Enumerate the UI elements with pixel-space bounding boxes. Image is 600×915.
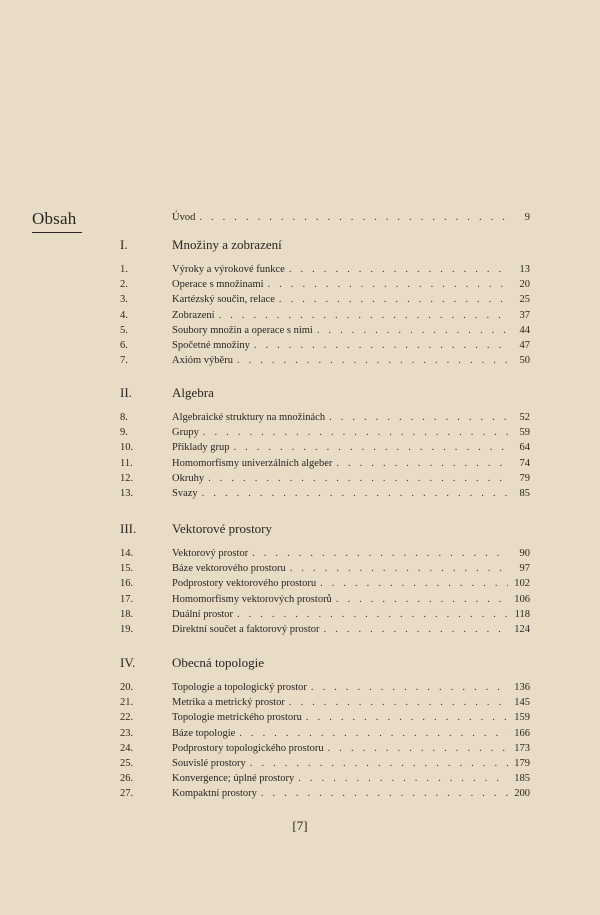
- entry-title: Soubory množin a operace s nimi: [172, 324, 313, 336]
- dot-leader: [317, 324, 508, 338]
- entry-page: 173: [514, 742, 530, 754]
- entry-number: 9.: [120, 427, 128, 439]
- entry-page: 13: [519, 264, 530, 275]
- toc-entry: [120, 681, 530, 695]
- entry-title: Zobrazení: [172, 309, 215, 321]
- toc-entry: [120, 457, 530, 471]
- entry-title: Báze topologie: [172, 727, 236, 739]
- dot-leader: [279, 293, 508, 307]
- entry-number: 21.: [120, 697, 134, 709]
- toc-entry: [120, 562, 530, 576]
- entry-page: 52: [519, 412, 530, 423]
- toc-entry: [120, 757, 530, 771]
- toc-entry-intro: [120, 211, 530, 225]
- entry-title: Direktní součet a faktorový prostor: [172, 624, 320, 635]
- dot-leader: [202, 487, 508, 501]
- part-number: IV.: [120, 655, 136, 670]
- dot-leader: [329, 411, 508, 425]
- entry-number: 19.: [120, 624, 134, 635]
- entry-page: 179: [514, 758, 530, 769]
- entry-number: 14.: [120, 548, 134, 559]
- dot-leader: [289, 696, 508, 710]
- dot-leader: [208, 472, 508, 486]
- entry-title: Homomorfismy univerzálních algeber: [172, 457, 333, 469]
- toc-entry: [120, 309, 530, 323]
- contents-heading: Obsah: [32, 209, 77, 228]
- part-heading: [120, 520, 530, 538]
- dot-leader: [203, 426, 508, 440]
- dot-leader: [254, 339, 508, 353]
- toc-entry: [120, 472, 530, 486]
- entry-number: 17.: [120, 593, 134, 605]
- entry-title: Příklady grup: [172, 442, 230, 454]
- part-title: Vektorové prostory: [172, 521, 273, 536]
- part-title: Algebra: [172, 385, 214, 400]
- entry-page: 74: [519, 457, 530, 469]
- part-heading: [120, 384, 530, 402]
- toc-entry: [120, 742, 530, 756]
- entry-page: 44: [519, 324, 530, 336]
- entry-page: 159: [514, 712, 530, 724]
- entry-title: Okruhy: [172, 472, 205, 484]
- entry-page: 85: [519, 488, 530, 499]
- entry-number: 25.: [120, 758, 134, 769]
- part-title: Množiny a zobrazení: [172, 237, 282, 252]
- dot-leader: [219, 309, 508, 323]
- entry-title: Podprostory vektorového prostoru: [172, 578, 317, 590]
- toc-entry: [120, 547, 530, 561]
- toc-entry: [120, 278, 530, 292]
- dot-leader: [237, 354, 508, 368]
- dot-leader: [289, 263, 508, 277]
- toc-entry: [120, 263, 530, 277]
- entry-page: 200: [514, 788, 530, 800]
- toc-entry: [120, 324, 530, 338]
- dot-leader: [298, 772, 508, 786]
- part-number: II.: [120, 385, 132, 400]
- toc-entry: [120, 487, 530, 501]
- toc-entry: [120, 608, 530, 622]
- entry-page: 25: [519, 294, 530, 306]
- dot-leader: [233, 441, 508, 455]
- entry-page: 106: [514, 593, 530, 605]
- entry-number: 16.: [120, 578, 134, 590]
- dot-leader: [328, 742, 508, 756]
- toc-entry: [120, 696, 530, 710]
- entry-number: 11.: [120, 457, 133, 469]
- entry-page: 59: [519, 427, 530, 439]
- toc-entry: [120, 354, 530, 368]
- entry-title: Úvod: [172, 212, 196, 223]
- entry-title: Kartézský součin, relace: [172, 294, 275, 306]
- toc-entry: [120, 593, 530, 607]
- dot-leader: [320, 577, 508, 591]
- toc-entry: [120, 293, 530, 307]
- entry-title: Podprostory topologického prostoru: [172, 742, 324, 754]
- entry-number: 7.: [120, 355, 128, 367]
- entry-number: 8.: [120, 412, 128, 423]
- entry-page: 20: [519, 279, 530, 291]
- dot-leader: [268, 278, 508, 292]
- entry-number: 4.: [120, 309, 128, 321]
- dot-leader: [324, 623, 508, 637]
- part-number: III.: [120, 521, 137, 536]
- part-heading: [120, 654, 530, 672]
- dot-leader: [336, 593, 508, 607]
- entry-number: 2.: [120, 279, 128, 291]
- dot-leader: [250, 757, 508, 771]
- entry-title: Konvergence; úplné prostory: [172, 773, 295, 785]
- toc-entry: [120, 339, 530, 353]
- entry-title: Duální prostor: [172, 608, 233, 620]
- entry-number: 12.: [120, 472, 134, 484]
- entry-number: 24.: [120, 742, 134, 754]
- part-number: I.: [120, 237, 128, 252]
- dot-leader: [306, 711, 508, 725]
- dot-leader: [261, 787, 508, 801]
- toc-entry: [120, 772, 530, 786]
- entry-number: 23.: [120, 727, 134, 739]
- dot-leader: [336, 457, 508, 471]
- dot-leader: [290, 562, 508, 576]
- entry-title: Souvislé prostory: [172, 758, 246, 769]
- entry-page: 90: [519, 548, 530, 559]
- dot-leader: [311, 681, 508, 695]
- entry-number: 18.: [120, 608, 134, 620]
- entry-number: 27.: [120, 788, 134, 800]
- entry-page: 9: [524, 212, 530, 223]
- dot-leader: [239, 727, 508, 741]
- entry-title: Topologie metrického prostoru: [172, 712, 302, 724]
- entry-number: 26.: [120, 773, 134, 785]
- entry-page: 79: [519, 472, 530, 484]
- entry-number: 10.: [120, 442, 134, 454]
- entry-title: Homomorfismy vektorových prostorů: [172, 593, 332, 605]
- entry-number: 20.: [120, 682, 134, 693]
- dot-leader: [252, 547, 508, 561]
- toc-entry: [120, 577, 530, 591]
- entry-page: 102: [514, 578, 530, 590]
- part-heading: [120, 236, 530, 254]
- toc-entry: [120, 711, 530, 725]
- entry-number: 22.: [120, 712, 134, 724]
- entry-title: Operace s množinami: [172, 279, 264, 291]
- entry-title: Grupy: [172, 427, 199, 439]
- entry-page: 64: [519, 442, 530, 454]
- entry-title: Spočetné množiny: [172, 340, 250, 351]
- entry-page: 145: [514, 697, 530, 709]
- toc-entry: [120, 441, 530, 455]
- entry-number: 15.: [120, 563, 134, 575]
- entry-number: 6.: [120, 340, 128, 351]
- entry-title: Výroky a výrokové funkce: [172, 264, 285, 275]
- dot-leader: [237, 608, 508, 622]
- dot-leader: [199, 211, 508, 225]
- entry-page: 47: [519, 340, 530, 351]
- page-folio: [7]: [292, 818, 308, 833]
- entry-title: Topologie a topologický prostor: [172, 682, 307, 693]
- toc-entry: [120, 623, 530, 637]
- entry-title: Axióm výběru: [172, 355, 233, 367]
- heading-underline: [32, 232, 82, 233]
- entry-title: Kompaktní prostory: [172, 788, 257, 800]
- entry-title: Báze vektorového prostoru: [172, 563, 286, 575]
- entry-number: 13.: [120, 488, 134, 499]
- part-title: Obecná topologie: [172, 655, 265, 670]
- entry-number: 5.: [120, 324, 128, 336]
- entry-page: 118: [514, 608, 530, 620]
- entry-title: Metrika a metrický prostor: [172, 697, 285, 709]
- entry-page: 50: [519, 355, 530, 367]
- entry-page: 166: [514, 727, 530, 739]
- entry-page: 124: [514, 624, 530, 635]
- entry-page: 185: [514, 773, 530, 785]
- entry-page: 136: [514, 682, 530, 693]
- toc-entry: [120, 727, 530, 741]
- entry-title: Svazy: [172, 488, 198, 499]
- entry-page: 37: [519, 309, 530, 321]
- toc-entry: [120, 787, 530, 801]
- toc-entry: [120, 411, 530, 425]
- entry-number: 3.: [120, 294, 128, 306]
- entry-page: 97: [519, 563, 530, 575]
- entry-title: Vektorový prostor: [172, 548, 249, 559]
- entry-title: Algebraické struktury na množinách: [172, 412, 326, 423]
- entry-number: 1.: [120, 264, 128, 275]
- toc-entry: [120, 426, 530, 440]
